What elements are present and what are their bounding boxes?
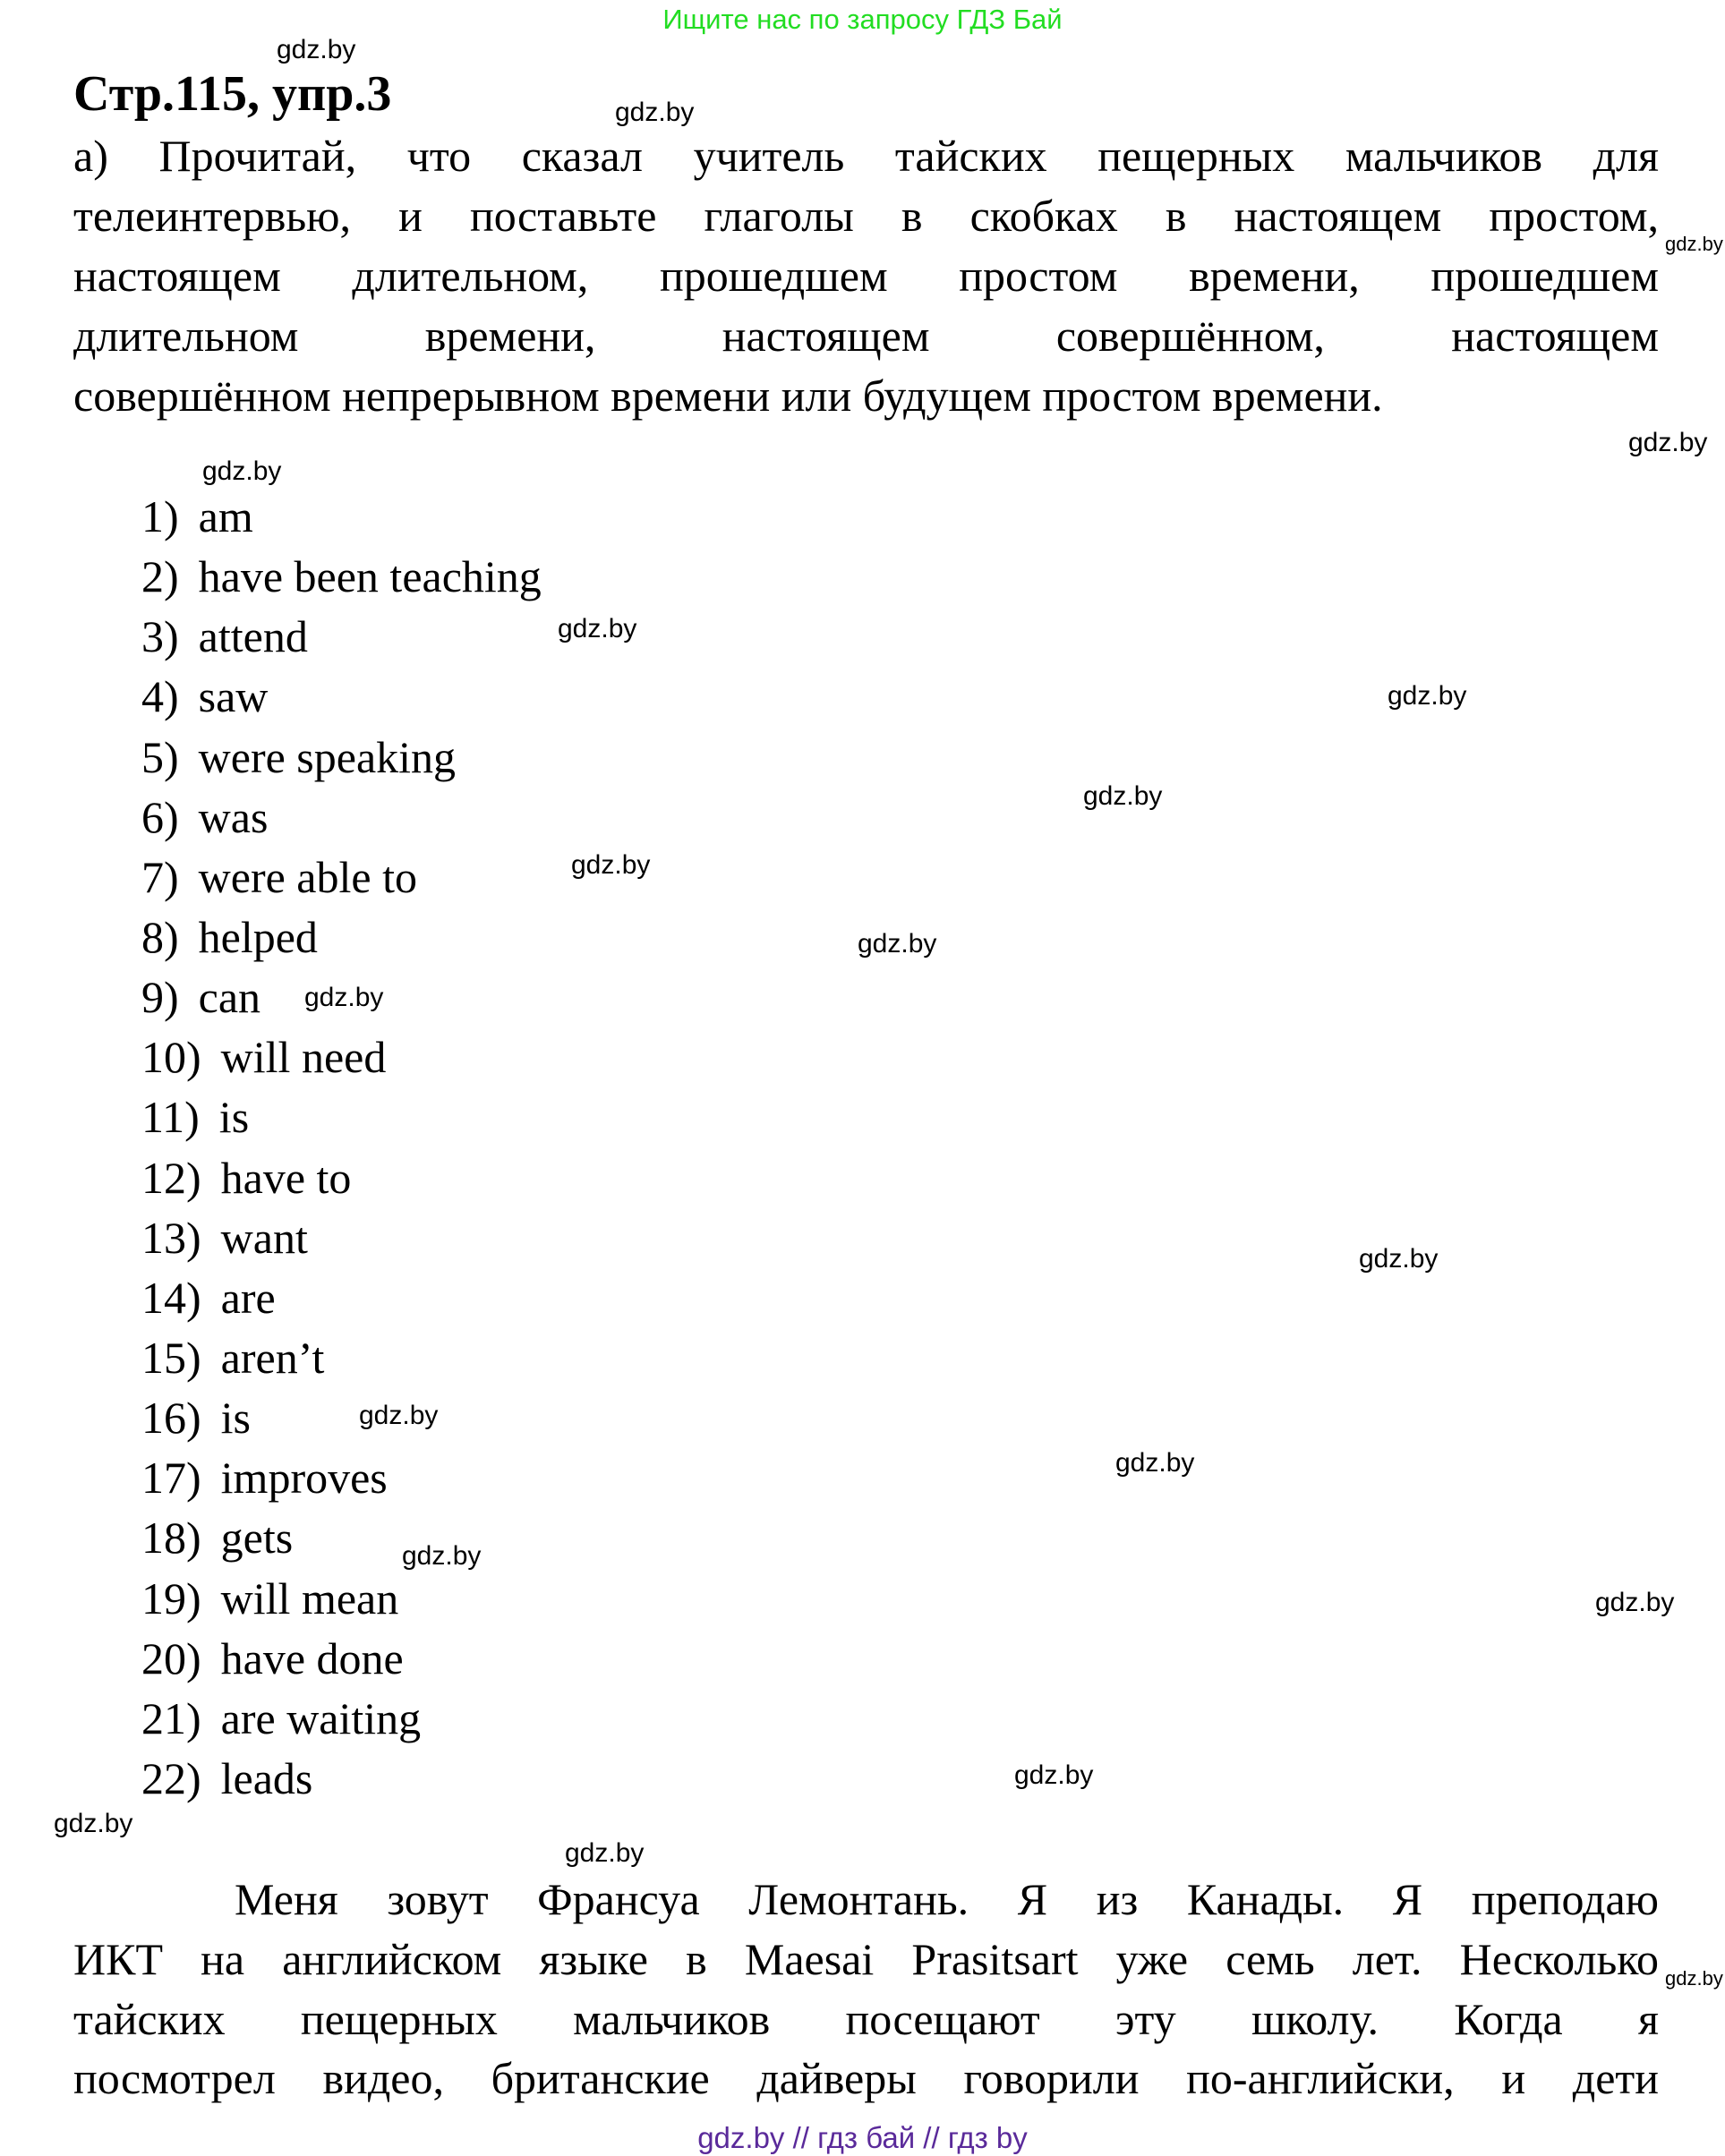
watermark-text: gdz.by [277,35,356,64]
answer-item [141,1268,276,1328]
watermark-text: gdz.by [1665,233,1723,255]
answer-text: is [218,1092,250,1143]
answer-number: 12) [141,1152,201,1203]
answer-text: were speaking [198,731,457,782]
footer-watermark: gdz.by // гдз бай // гдз by [697,2121,1028,2154]
answer-number: 9) [141,972,179,1023]
answer-text: were able to [198,851,417,902]
answer-text: attend [198,611,308,662]
watermark-text: gdz.by [1359,1244,1439,1274]
translation-line: Меня зовут Франсуа Лемонтань. Я из Канады. Я преподаю [235,1874,1659,1924]
answer-text: is [220,1393,252,1444]
answer-text: can [198,972,261,1023]
task-line: длительном времени, настоящем совершённом, настоящем [73,311,1659,361]
watermark-text: gdz.by [1083,781,1163,811]
watermark-text: gdz.by [1014,1760,1094,1790]
answer-text: leads [220,1752,313,1803]
answer-item [141,1148,351,1208]
answer-text: improves [220,1453,388,1504]
answer-text: helped [198,911,318,962]
answer-text: will mean [220,1572,399,1623]
task-line: совершённом непрерывном времени или будущем простом времени. [73,371,1383,421]
answer-number: 2) [141,551,179,602]
answer-item [141,1749,312,1809]
answer-number: 6) [141,791,179,842]
answer-text: aren’t [220,1332,325,1383]
task-line: а) Прочитай, что сказал учитель тайских пещерных мальчиков для [73,131,1659,181]
answer-text: gets [220,1513,294,1564]
answer-item [141,1328,324,1388]
watermark-text: gdz.by [1665,1967,1723,1990]
answer-number: 10) [141,1032,201,1083]
answer-number: 18) [141,1513,201,1564]
answer-text: was [198,791,269,842]
answer-text: are waiting [220,1692,422,1743]
answer-item [141,547,542,607]
answer-number: 7) [141,851,179,902]
watermark-text: gdz.by [571,850,651,880]
answer-text: saw [198,671,269,722]
answer-item [141,607,308,667]
watermark-text: gdz.by [565,1838,645,1868]
watermark-text: gdz.by [1595,1588,1675,1617]
watermark-text: gdz.by [402,1541,482,1571]
answer-text: have to [220,1152,352,1203]
task-line: настоящем длительном, прошедшем простом времени, прошедшем [73,251,1659,301]
answer-number: 4) [141,671,179,722]
answer-text: will need [220,1032,387,1083]
answer-item [141,1027,386,1087]
answer-number: 20) [141,1632,201,1683]
answer-number: 13) [141,1212,201,1263]
answer-number: 1) [141,491,179,541]
answer-item [141,667,268,727]
answer-number: 14) [141,1272,201,1323]
answer-item [141,848,417,908]
answer-item [141,967,260,1027]
answer-number: 5) [141,731,179,782]
answer-number: 21) [141,1692,201,1743]
watermark-text: gdz.by [359,1401,439,1430]
watermark-text: gdz.by [1115,1448,1195,1478]
answer-number: 17) [141,1453,201,1504]
answer-number: 16) [141,1393,201,1444]
answer-number: 8) [141,911,179,962]
watermark-text: gdz.by [1628,428,1708,457]
watermark-text: gdz.by [558,614,637,643]
watermark-text: gdz.by [304,983,384,1012]
answer-item [141,1448,388,1508]
search-banner: Ищите нас по запросу ГДЗ Бай [662,4,1063,35]
answer-number: 11) [141,1092,200,1143]
answer-text: have done [220,1632,404,1683]
watermark-text: gdz.by [54,1809,133,1838]
answer-item [141,1508,293,1568]
watermark-text: gdz.by [1388,681,1467,711]
answer-item [141,908,318,967]
answer-item [141,728,456,788]
watermark-text: gdz.by [858,929,937,959]
translation-line: тайских пещерных мальчиков посещают эту школу. Когда я [73,1994,1659,2044]
answer-number: 3) [141,611,179,662]
answer-item [141,1208,308,1268]
page-title: Стр.115, упр.3 [73,66,392,122]
translation-line: ИКТ на английском языке в Maesai Prasitsart уже семь лет. Несколько [73,1934,1659,1984]
answer-item [141,1629,404,1689]
watermark-text: gdz.by [202,456,282,486]
answer-number: 15) [141,1332,201,1383]
answer-item [141,487,253,547]
answer-item [141,788,268,848]
answer-text: am [198,491,253,541]
answer-item [141,1087,249,1147]
answer-item [141,1569,398,1629]
answer-text: are [220,1272,276,1323]
answer-text: have been teaching [198,551,542,602]
task-line: телеинтервью, и поставьте глаголы в скобках в настоящем простом, [73,191,1659,241]
translation-line: посмотрел видео, британские дайверы говорили по-английски, и дети [73,2053,1659,2103]
answer-number: 22) [141,1752,201,1803]
answer-number: 19) [141,1572,201,1623]
answer-item [141,1388,251,1448]
answer-text: want [220,1212,308,1263]
watermark-text: gdz.by [615,98,695,127]
answer-item [141,1689,421,1749]
